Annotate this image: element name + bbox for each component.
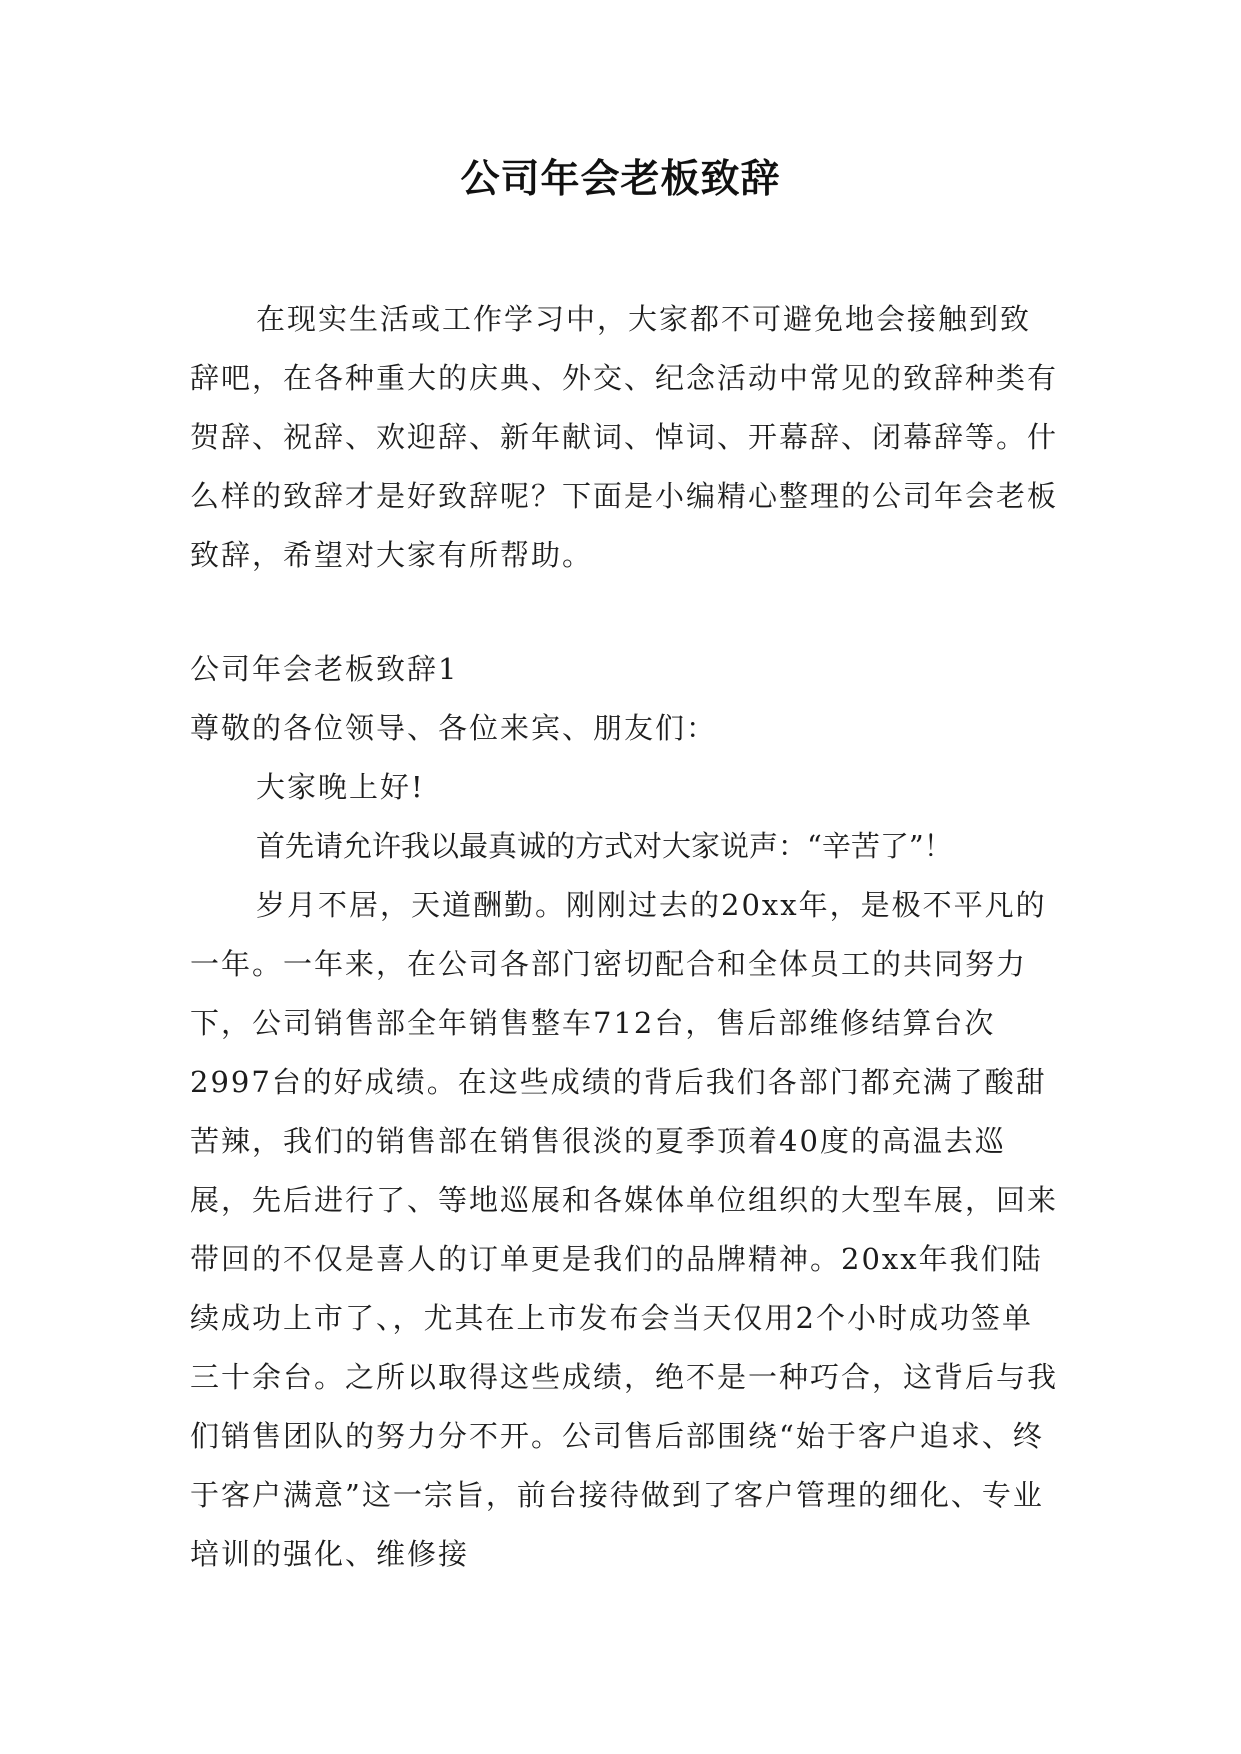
speech-body-paragraph: 岁月不居，天道酬勤。刚刚过去的20xx年，是极不平凡的一年。一年来，在公司各部门密切配合和全体员工的共同努力下，公司销售部全年销售整车712台，售后部维修结算台次2997台的好成绩。在这些成绩的背后我们各部门都充满了酸甜苦辣，我们的销售部在销售很淡的夏季顶着40度的高温去巡展，先后进行了、等地巡展和各媒体单位组织的大型车展，回来带回的不仅是喜人的订单更是我们的品牌精神。20xx年我们陆续成功上市了、，尤其在上市发布会当天仅用2个小时成功签单三十余台。之所以取得这些成绩，绝不是一种巧合，这背后与我们销售团队的努力分不开。公司售后部围绕“始于客户追求、终于客户满意”这一宗旨，前台接待做到了客户管理的细化、专业培训的强化、维修接	[190, 888, 1059, 1571]
document-title: 公司年会老板致辞	[460, 157, 781, 202]
greeting: 大家晚上好!	[256, 770, 425, 804]
salutation: 尊敬的各位领导、各位来宾、朋友们：	[190, 711, 718, 745]
intro-paragraph: 在现实生活或工作学习中，大家都不可避免地会接触到致辞吧，在各种重大的庆典、外交、纪念活动中常见的致辞种类有贺辞、祝辞、欢迎辞、新年献词、悼词、开幕辞、闭幕辞等。什么样的致辞才是好致辞呢？下面是小编精心整理的公司年会老板致辞，希望对大家有所帮助。	[190, 302, 1059, 572]
thanks-line: 首先请允许我以最真诚的方式对大家说声：“辛苦了”！	[256, 829, 953, 863]
section-heading: 公司年会老板致辞1	[190, 652, 459, 686]
speech-section	[190, 640, 1060, 1584]
